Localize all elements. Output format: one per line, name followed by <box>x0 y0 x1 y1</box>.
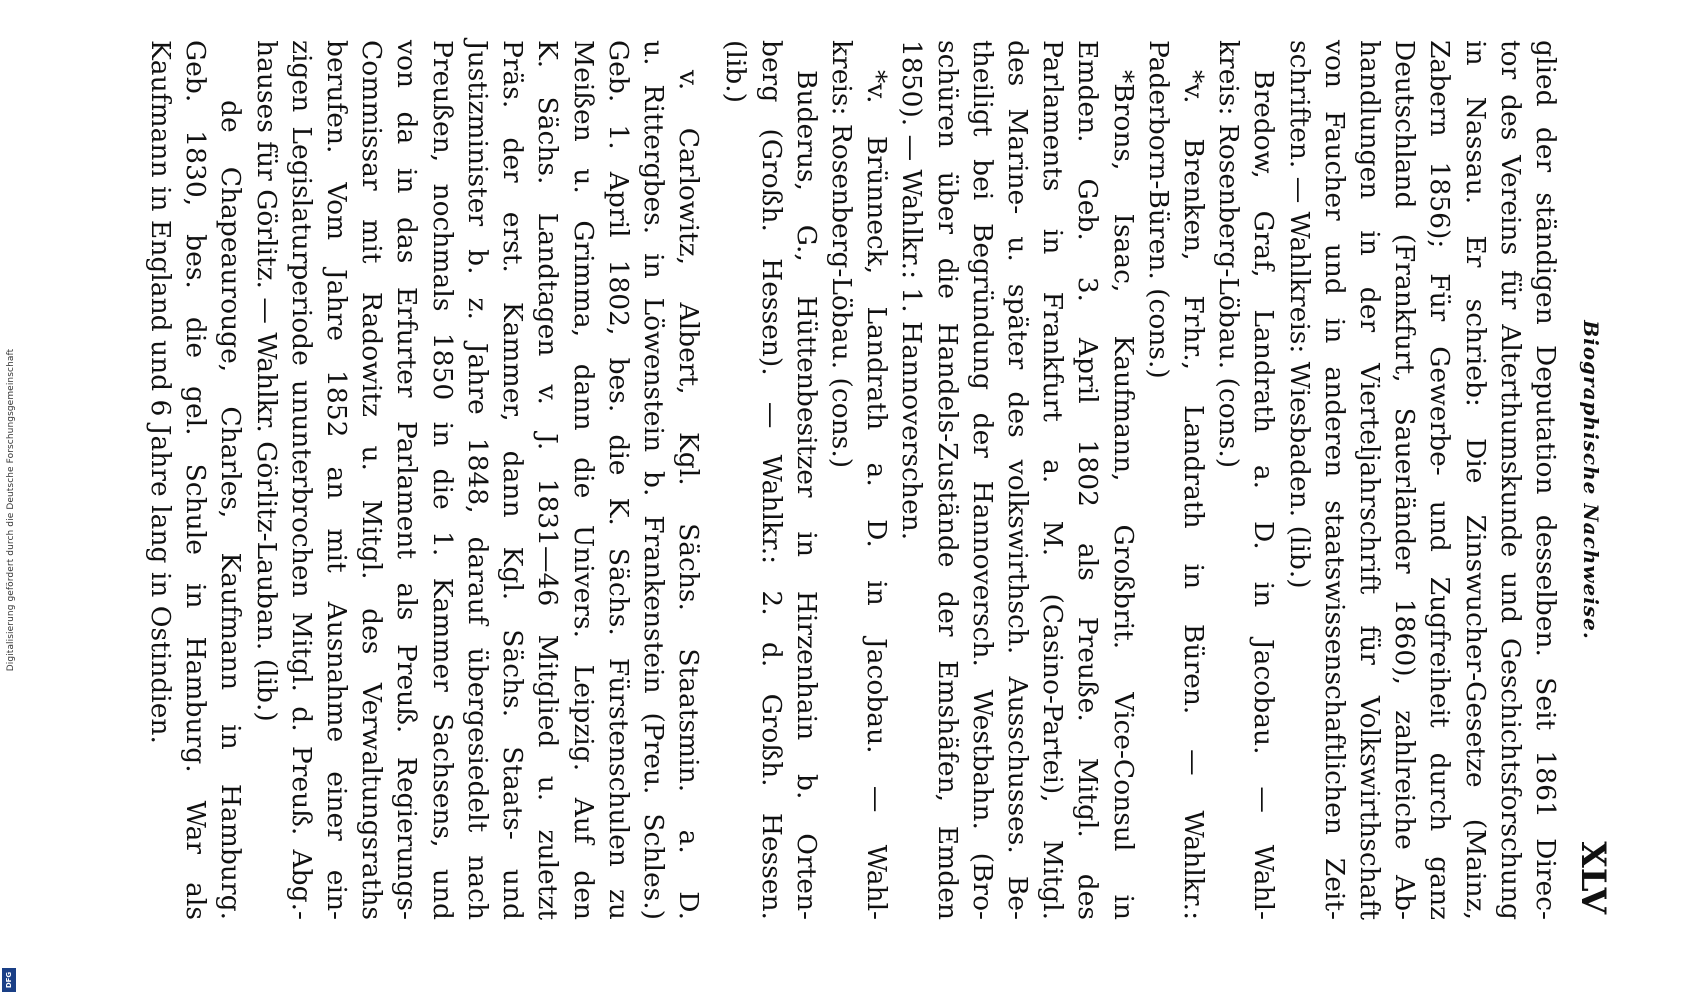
text-line: Justizminister b. z. Jahre 1848, darauf übergesiedelt nach <box>461 40 493 920</box>
entry-carlowitz <box>248 40 706 920</box>
entry-buderus <box>718 40 824 920</box>
entry-brenken <box>1141 40 1211 920</box>
entry-continuation <box>1281 40 1563 920</box>
text-line: Zabern 1856); Für Gewerbe- und Zugfreiheit durch ganz <box>1424 40 1456 920</box>
entry-heading-line: *Brons, Isaac, Kaufmann, Großbrit. Vice-Consul in <box>1107 70 1139 920</box>
text-line: (lib.) <box>720 40 752 104</box>
text-line: glied der ständigen Deputation desselben. Seit 1861 Direc- <box>1530 40 1561 920</box>
text-line: in Nassau. Er schrieb: Die Zinswucher-Gesetze (Mainz, <box>1459 40 1491 920</box>
text-line: berg (Großh. Hessen). — Wahlkr.: 2. d. Großh. Hessen. <box>755 40 787 920</box>
running-header-title: Biographische Nachweise. <box>1579 320 1603 640</box>
text-line: hauses für Görlitz. — Wahlkr. Görlitz-Lauban. (lib.) <box>250 40 282 722</box>
text-line: K. Sächs. Landtagen v. J. 1831—46 Mitglied u. zuletzt <box>532 40 564 920</box>
text-line: zigen Legislaturperiode ununterbrochen Mitgl. d. Preuß. Abg.- <box>285 40 317 920</box>
text-line: handlungen in der Vierteljahrschrift für Volkswirthschaft <box>1353 40 1385 920</box>
entry-heading-line: Buderus, G., Hüttenbesitzer in Hirzenhain b. Orten- <box>790 70 822 920</box>
text-line: Geb. 1. April 1802, bes. die K. Sächs. Fürstenschulen zu <box>602 40 634 920</box>
text-line: theiligt bei Begründung der Hannoversch. Westbahn. (Bro- <box>966 40 998 920</box>
text-line: schriften. — Wahlkreis: Wiesbaden. (lib.) <box>1283 40 1315 589</box>
entry-heading-line: v. Carlowitz, Albert, Kgl. Sächs. Staatsmin. a. D. <box>673 70 705 920</box>
entry-chapeaurouge <box>143 40 249 920</box>
text-line: Kaufmann in England und 6 Jahre lang in Ostindien. <box>145 40 177 744</box>
text-line: schüren über die Handels-Zustände der Emshäfen, Emden <box>931 40 963 920</box>
text-line: Meißen u. Grimma, dann die Univers. Leipzig. Auf den <box>567 40 599 920</box>
entry-bredow <box>1211 40 1281 920</box>
text-line: des Marine- u. später des volkswirthsch. Ausschusses. Be- <box>1001 40 1033 920</box>
entry-heading-line: Bredow, Graf, Landrath a. D. in Jacobau. — Wahl- <box>1248 70 1280 920</box>
dfg-logo-text: DFG <box>5 971 13 989</box>
text-line: Geb. 1830, bes. die gel. Schule in Hamburg. War als <box>180 40 212 920</box>
text-line: Emden. Geb. 3. April 1802 als Preuße. Mitgl. des <box>1072 40 1104 920</box>
text-line: kreis: Rosenberg-Löbau. (cons.) <box>1213 40 1245 469</box>
digitization-credit-strip <box>0 0 22 1000</box>
scanned-page <box>145 40 1613 920</box>
page-body <box>143 40 1563 920</box>
entry-heading-line: de Chapeaurouge, Charles, Kaufmann in Hamburg. <box>215 100 247 920</box>
text-line: u. Rittergbes. in Löwenstein b. Frankenstein (Preu. Schles.) <box>637 40 669 920</box>
entry-brons <box>894 40 1140 920</box>
text-line: berufen. Vom Jahre 1852 an mit Ausnahme einer ein- <box>321 40 353 920</box>
entry-heading-line: *v. Brünneck, Landrath a. D. in Jacobau. — Wahl- <box>861 70 893 920</box>
text-line: Präs. der erst. Kammer, dann Kgl. Sächs. Staats- und <box>497 40 529 920</box>
text-line: von da in das Erfurter Parlament als Preuß. Regierungs- <box>391 40 423 920</box>
running-header <box>1563 40 1613 920</box>
text-line: 1850). — Wahlkr.: 1. Hannoverschen. <box>896 40 928 541</box>
text-line: Commissar mit Radowitz u. Mitgl. des Verwaltungsraths <box>356 40 388 920</box>
entry-heading-line: *v. Brenken, Frhr., Landrath in Büren. — Wahlkr.: <box>1177 70 1209 920</box>
text-line: Paderborn-Büren. (cons.) <box>1142 40 1174 379</box>
text-line: Parlaments in Frankfurt a. M. (Casino-Partei), Mitgl. <box>1037 40 1069 920</box>
page-number: XLV <box>1573 841 1613 914</box>
text-line: von Faucher und in anderen staatswissenschaftlichen Zeit- <box>1318 40 1350 920</box>
entry-bruenneck <box>824 40 894 920</box>
text-line: tor des Vereins für Alterthumskunde und Geschichtsforschung <box>1494 40 1526 920</box>
digitization-credit-text: Digitalisierung gefördert durch die Deutsche Forschungsgemeinschaft <box>6 348 16 672</box>
text-line: kreis: Rosenberg-Löbau. (cons.) <box>825 40 857 469</box>
text-line: Deutschland (Frankfurt, Sauerländer 1860), zahlreiche Ab- <box>1389 40 1421 920</box>
text-line: Preußen, nochmals 1850 in die 1. Kammer Sachsens, und <box>426 40 458 920</box>
page-content-rotated <box>145 40 1613 920</box>
spacer <box>706 40 718 920</box>
dfg-logo <box>2 968 16 992</box>
